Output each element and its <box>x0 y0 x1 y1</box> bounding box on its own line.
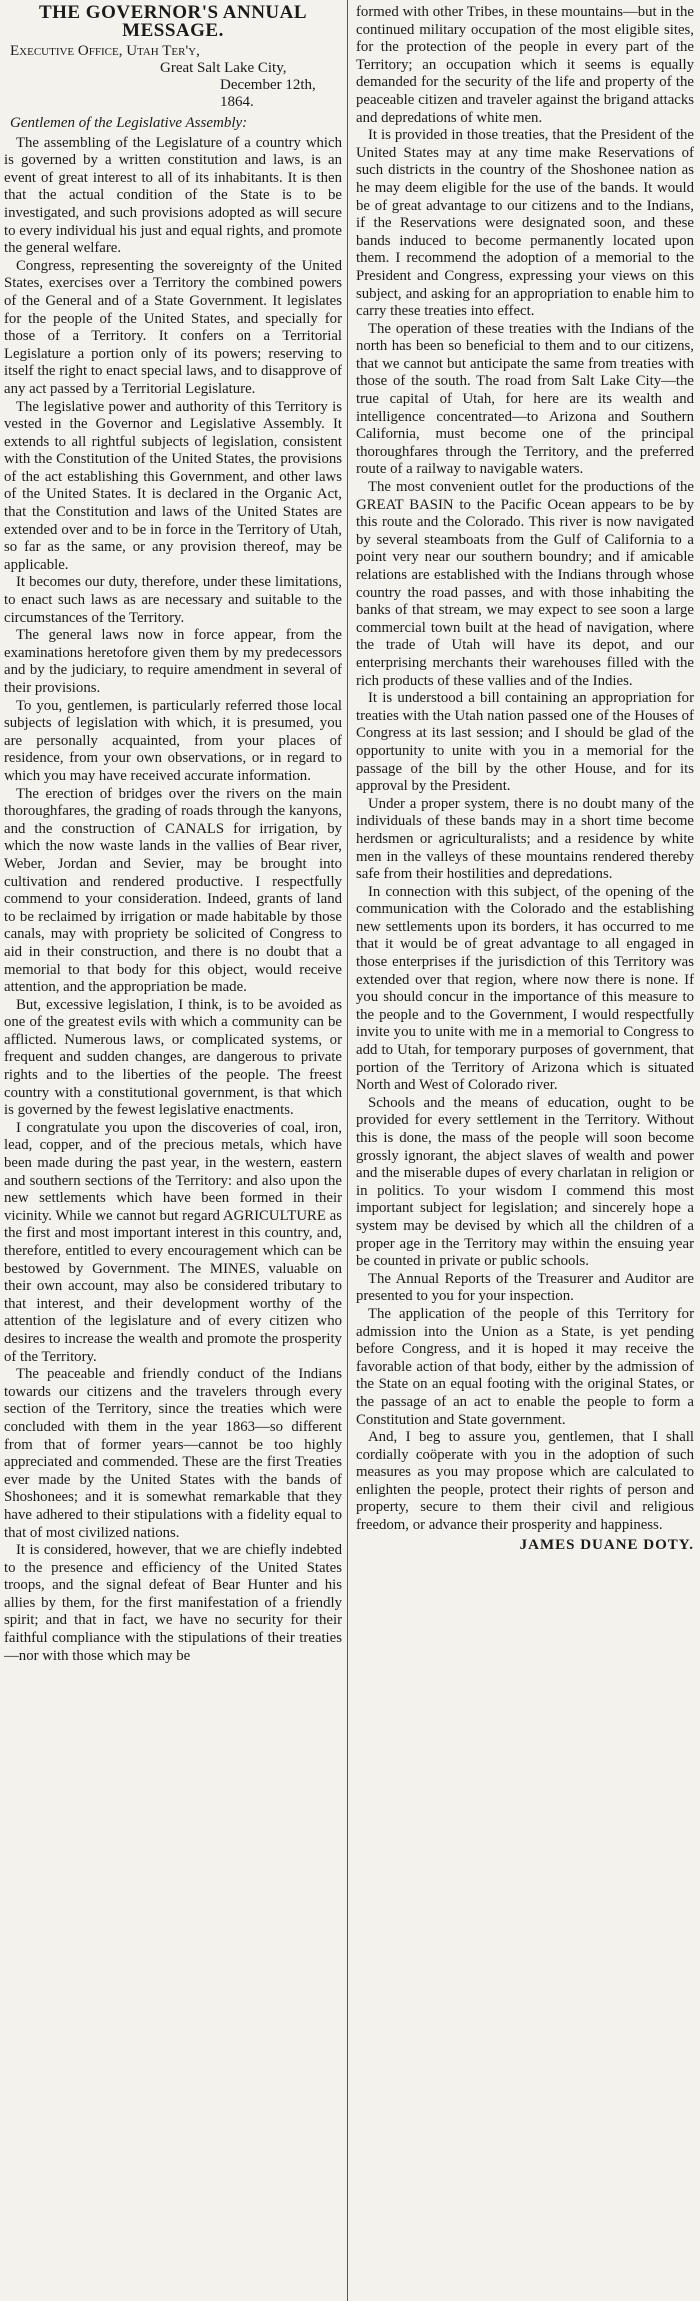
paragraph: The most convenient outlet for the productions of the GREAT BASIN to the Pacific Ocean appears to be by this route and the Colorado. This river is now navigated by several steamboats from the Gulf of California to a point very near our southern boundry; and if amicable relations are established with the Indians through whose country the road passes, and with those inhabiting the banks of that stream, we may expect to see soon a large commercial town built at the head of navigation, where the trade of Utah will have its depot, and our enterprising merchants their warehouses filled with the rich products of these vallies and of the Indies. <box>356 479 694 689</box>
paragraph: It is considered, however, that we are chiefly indebted to the presence and efficiency of the United States troops, and the signal defeat of Bear Hunter and his allies by them, for the first manifestation of a friendly spirit; and that in fact, we have no security for their faithful compliance with the stipulations of their treaties—nor with those which may be <box>4 1542 342 1664</box>
paragraph: But, excessive legislation, I think, is to be avoided as one of the greatest evils with which a community can be afflicted. Numerous laws, or complicated systems, or frequent and sudden changes, are dangerous to private rights and to the liberties of the people. The freest country with a constitutional government, is that which is governed by the fewest legislative enactments. <box>4 996 342 1119</box>
column-rule <box>347 0 348 2301</box>
paragraph: Schools and the means of education, ought to be provided for every settlement in the Territory. Without this is done, the mass of the people will soon become grossly ignorant, the abject slaves of wealth and power and the miserable dupes of every charlatan in religion or in politics. To your wisdom I commend this most important subject for legislation; and sincerely hope a system may be devised by which all the children of a proper age in the Territory may within the ensuing year be counted in private or public schools. <box>356 1094 694 1270</box>
paragraph: I congratulate you upon the discoveries of coal, iron, lead, copper, and of the precious metals, which have been made during the past year, in the western, eastern and southern sections of the Territory: and also upon the new settlements which have been formed in their vicinity. While we cannot but regard AGRICULTURE as the first and most important interest in this country, and, therefore, entitled to every encouragement which can be bestowed by Government. The MINES, valuable on their own account, may also be considered tributary to that interest, and their development worthy of the attention of the legislature and of every citizen who desires to increase the wealth and promote the prosperity of the Territory. <box>4 1119 342 1365</box>
paragraph: The erection of bridges over the rivers on the main thoroughfares, the grading of roads through the kanyons, and the construction of CANALS for irrigation, by which the now waste lands in the vallies of Bear river, Weber, Jordan and Sevier, may be brought into cultivation and rendered productive. I respectfully commend to your consideration. Indeed, grants of land to be reclaimed by irrigation or made habitable by those canals, may with propriety be solicited of Congress to aid in their construction, and there is no doubt that a memorial to that body for this object, would receive attention, and the appropriation be made. <box>4 785 342 996</box>
signature: JAMES DUANE DOTY. <box>519 1536 694 1553</box>
paragraph: Under a proper system, there is no doubt many of the individuals of these bands may in a short time become herdsmen or agriculturalists; and a residence by white men in the valleys of these mountains rendered thereby safe from their hostilities and depredations. <box>356 795 694 883</box>
left-column <box>4 4 342 2296</box>
title-line-1: THE GOVERNOR'S ANNUAL <box>38 4 308 23</box>
paragraph: The assembling of the Legislature of a country which is governed by a written constitution and laws, is an event of great interest to all of its inhabitants. It is then that the actual condition of the State is to be investigated, and such provisions adopted as will secure to every individual his just and equal rights, and promote the general welfare. <box>4 134 342 257</box>
paragraph: And, I beg to assure you, gentlemen, that I shall cordially coöperate with you in the adoption of such measures as you may propose which are calculated to enlighten the people, protect their rights of person and property, secure to them their civil and religious freedom, or advance their prosperity and happiness. <box>356 1429 694 1534</box>
paragraph: The legislative power and authority of this Territory is vested in the Governor and Legislative Assembly. It extends to all rightful subjects of legislation, consistent with the Constitution of the United States, the provisions of the act establishing this Government, and other laws of the United States. It is declared in the Organic Act, that the Constitution and laws of the United States are extended over and to be in force in the Territory of Utah, so far as the same, or any provision thereof, may be applicable. <box>4 398 342 573</box>
paragraph: To you, gentlemen, is particularly referred those local subjects of legislation with which, it is presumed, you are personally acquainted, from your places of residence, from your own observations, or in regard to which you may have received accurate information. <box>4 697 342 784</box>
dateline-office: Executive Office, Utah Ter'y, <box>10 43 200 59</box>
salutation: Gentlemen of the Legislative Assembly: <box>10 115 248 131</box>
paragraph: The Annual Reports of the Treasurer and Auditor are presented to you for your inspection. <box>356 1270 694 1305</box>
paragraph: The operation of these treaties with the Indians of the north has been so beneficial to them and to our citizens, that we cannot but anticipate the same from treaties with those of the south. The road from Salt Lake City—the true capital of Utah, for here are its wealth and intelligence concentrated—to Arizona and Southern California, must become one of the principal thoroughfares through the Territory, and the preferred route of a railway to navigable waters. <box>356 320 694 478</box>
paragraph: In connection with this subject, of the opening of the communication with the Colorado and the establishing new settlements upon its borders, it has occurred to me that it would be of great advantage to all engaged in those enterprises if the jurisdiction of this Territory was extended over that region, where now there is none. If you should concur in the importance of this measure to the people and to the Government, I would respectfully invite you to unite with me in a memorial to Congress to add to Utah, for temporary purposes of government, that portion of the Territory of Arizona which is situated North and West of Colorado river. <box>356 883 694 1094</box>
paragraph: The general laws now in force appear, from the examinations heretofore given them by my predecessors and by the judiciary, to require amendment in several of their provisions. <box>4 627 342 696</box>
dateline-date: December 12th, 1864. <box>220 77 316 110</box>
paragraph: It is provided in those treaties, that the President of the United States may at any time make Reservations of such districts in the country of the Shoshonee nation as he may deem eligible for the use of the bands. It would be of great advantage to our citizens and to the Indians, if the Reservations were designated soon, and these bands induced to become permanently located upon them. I recommend the adoption of a memorial to the President and Congress, expressing your views on this subject, and asking for an appropriation to enable him to carry these treaties into effect. <box>356 127 694 320</box>
article-title <box>4 4 342 40</box>
dateline-city: Great Salt Lake City, <box>160 60 287 76</box>
title-line-2: MESSAGE. <box>122 20 224 41</box>
right-column <box>356 4 694 2296</box>
paragraph: The application of the people of this Territory for admission into the Union as a State, is yet pending before Congress, and it is hoped it may receive the favorable action of that body, either by the admission of the State on an equal footing with the original States, or the passage of an act to enable the people to form a Constitution and State government. <box>356 1305 694 1428</box>
paragraph: formed with other Tribes, in these mountains—but in the continued military occupation of the most eligible sites, for the protection of the people in every part of the Territory; an occupation which it seems is equally demanded for the security of the life and property of the peaceable citizen and traveler against the brigand attacks and depredations of white men. <box>356 4 694 126</box>
paragraph: The peaceable and friendly conduct of the Indians towards our citizens and the travelers through every section of the Territory, since the treaties which were concluded with them in the year 1863—so different from that of former years—cannot be too highly appreciated and commended. These are the first Treaties ever made by the United States with the bands of Shoshonees; and it is somewhat remarkable that they have adhered to their stipulations with a fidelity equal to that of most civilized nations. <box>4 1366 342 1541</box>
paragraph: It becomes our duty, therefore, under these limitations, to enact such laws as are necessary and suitable to the circumstances of the Territory. <box>4 574 342 626</box>
paragraph: It is understood a bill containing an appropriation for treaties with the Utah nation passed one of the Houses of Congress at its last session; and I should be glad of the opportunity to unite with you in a memorial for the passage of the bill by the other House, and for its approval by the President. <box>356 690 694 795</box>
paragraph: Congress, representing the sovereignty of the United States, exercises over a Territory the combined powers of the General and of a State Government. It legislates for the people of the United States, and specially for those of a Territory. It confers on a Territorial Legislature a portion only of its powers; reserving to itself the right to enact special laws, and to disapprove of any act passed by a Territorial Legislature. <box>4 257 342 397</box>
dateline <box>10 43 342 111</box>
